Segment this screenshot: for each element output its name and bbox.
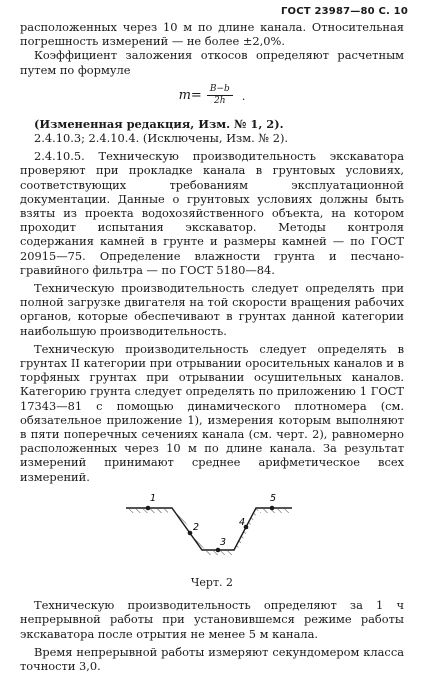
slope-formula bbox=[20, 79, 404, 113]
paragraph-productivity: Техническую производительность следует определять при полной загрузке двигателя на той скорости вращения рабочих органов, которые обеспечивают в грунтах данной категории наибольшую производительность. bbox=[20, 281, 404, 338]
point-5-label: 5 bbox=[270, 492, 277, 504]
paragraph-2-4-10-5: 2.4.10.5. Техническую производительность экскаватора проверяют при прокладке канала в грунтовых условиях, соответствующих требованиям эксплуатационной документации. Данные о грунтовых условиях должны быть взяты из проекта водохозяйственного объекта, на котором проходит испытания экскаватор. Методы контроля содержания камней в грунте и размеры камней — по ГОСТ 20915—75. Определение влажности грунта и песчано-гравийного фильтра — по ГОСТ 5180—84. bbox=[20, 149, 404, 277]
figure-caption: Черт. 2 bbox=[190, 575, 234, 589]
formula-end: . bbox=[241, 88, 246, 103]
formula-fraction bbox=[207, 84, 233, 107]
paragraph-stopwatch: Время непрерывной работы измеряют секундомером класса точности 3,0. bbox=[20, 644, 404, 673]
point-3-marker bbox=[216, 548, 221, 553]
excluded-note: 2.4.10.3; 2.4.10.4. (Исключены, Изм. № 2). bbox=[34, 131, 289, 146]
paragraph-continuous-work: Техническую производительность определяют за 1 ч непрерывной работы при установившемся режиме работы экскаватора после отрытия не менее 5 м канала. bbox=[20, 598, 404, 641]
point-1-marker bbox=[146, 506, 151, 511]
paragraph-1: расположенных через 10 м по длине канала. Относительная погрешность измерений — не более ±2,0%. bbox=[20, 20, 404, 49]
document-body bbox=[20, 20, 404, 673]
paragraph-2: Коэффициент заложения откосов определяют расчетным путем по формуле bbox=[20, 48, 404, 77]
point-5-marker bbox=[270, 506, 275, 511]
channel-cross-section-figure bbox=[20, 488, 404, 576]
hatch-left-slope bbox=[172, 509, 205, 550]
point-1-label: 1 bbox=[150, 492, 157, 504]
page-header: ГОСТ 23987—80 С. 10 bbox=[280, 6, 408, 17]
paragraph-soil-category: Техническую производительность следует определять в грунтах II категории при отрывании оросительных каналов и в торфяных грунтах при отрывании осушительных каналов. Категорию грунта следует определять по приложению 1 ГОСТ 17343—81 с помощью динамического плотномера (см. обязательное приложение 1), измерения которым выполняют в пяти поперечных сечениях канала (см. черт. 2), равномерно расположенных через 10 м по длине канала. За результат измерений принимают среднее арифметическое всех измерений. bbox=[20, 341, 404, 484]
channel-cross-section-drawing bbox=[122, 488, 292, 576]
formula-lhs: m= bbox=[178, 87, 202, 103]
point-4-label: 4 bbox=[239, 516, 246, 528]
point-3-label: 3 bbox=[220, 536, 227, 548]
point-2-marker bbox=[188, 531, 193, 536]
point-2-label: 2 bbox=[193, 521, 200, 533]
amendment-note: (Измененная редакция, Изм. № 1, 2). bbox=[34, 116, 284, 131]
channel-profile-line bbox=[126, 508, 292, 550]
hatch-right-slope bbox=[234, 509, 259, 550]
formula-numerator: B−b bbox=[207, 84, 233, 96]
hatch-right bbox=[260, 509, 290, 513]
formula-denominator: 2h bbox=[214, 96, 226, 107]
